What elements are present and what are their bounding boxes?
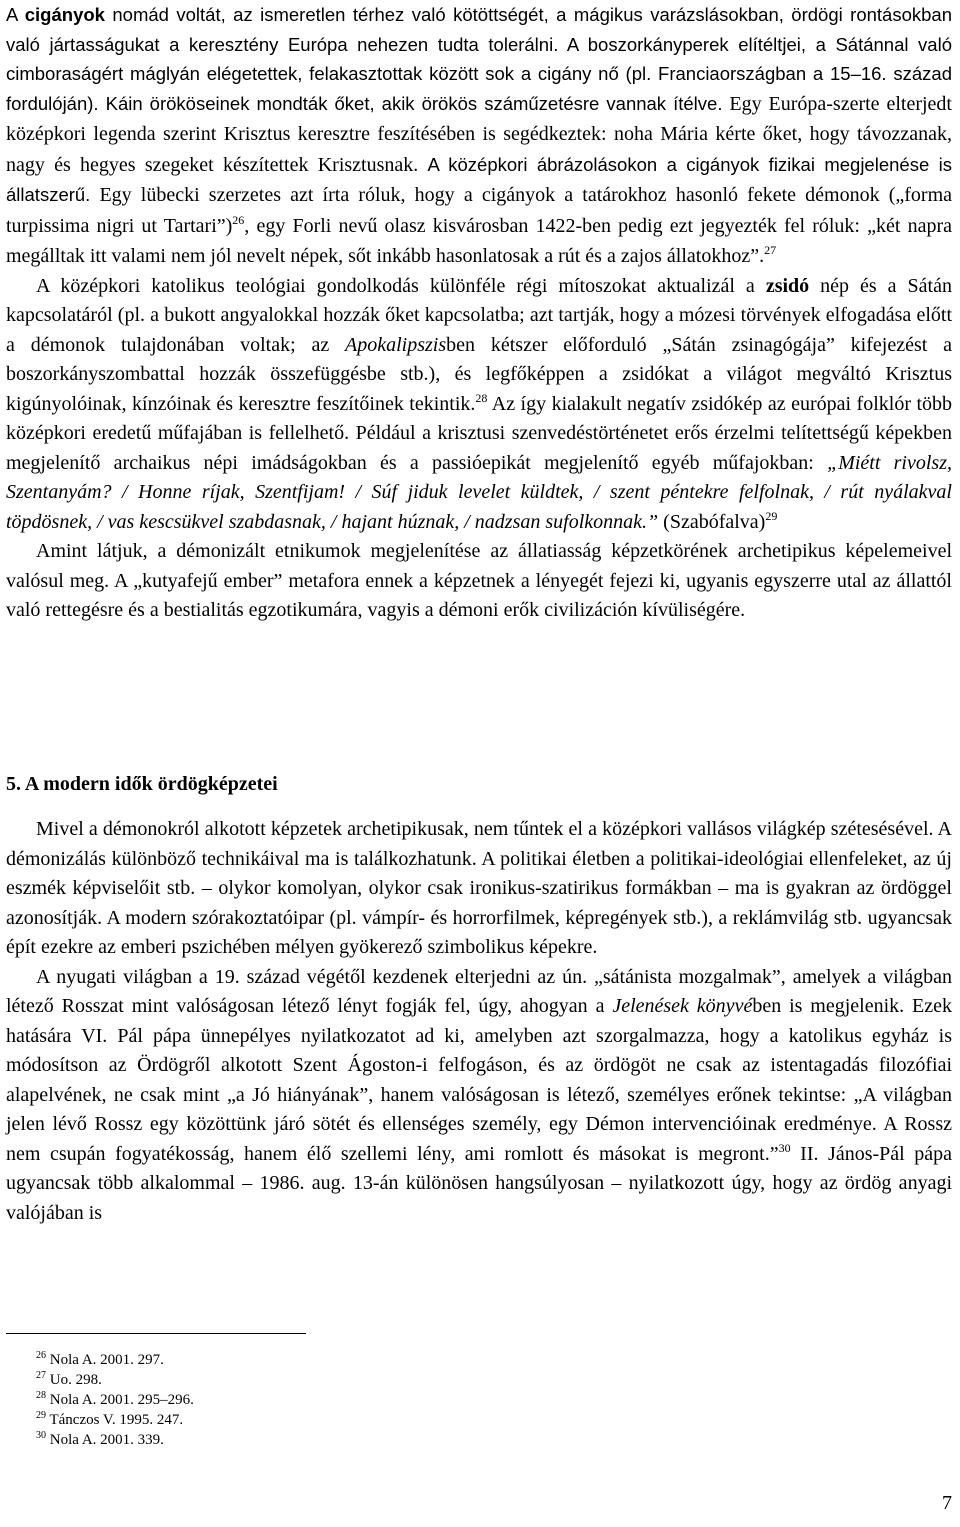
text-run: nomád voltát, az ismeretlen térhez való kötöttségét, a mágikus varázslásokban, ördögi rontásokban való jártasságukat a keresztény Európa nehezen tudta tolerálni. A boszorkányperek elítéltjei, a Sátánnal való cimboraságért máglyán elégetettek, felakasztottak között sok a cigány nő (pl. Franciaországban a 15–16. század fordulóján). Káin örököseinek mondták őket, akik örökös száműzetésre vannak ítélve. [6,4,952,114]
italic-apokalipszis: Apokalipszis [345,333,447,356]
text-run: II. János-Pál pápa ugyancsak több alkalommal – 1986. aug. 13-án különösen hangsúlyosan – nyilatkozott úgy, hogy az ördög anyagi valójában is [6,1142,953,1224]
text-run: (Szabófalva) [658,510,766,533]
footnote-number: 29 [36,1410,46,1421]
footnote-number: 30 [36,1430,46,1441]
text-run: A középkori katolikus teológiai gondolkodás különféle régi mítoszokat aktualizál a [36,274,766,297]
text-run: nép és a Sátán kapcsolatáról (pl. a bukott angyalokkal hozzák őket kapcsolatba; azt tartják, hogy a mózesi törvények elfogadása előtt a démonok tulajdonában voltak; az [6,274,952,356]
paragraph-nyugati [6,963,952,1229]
paragraph-zsido [6,272,952,538]
footnote-ref-28[interactable]: 28 [475,390,488,405]
footnote-item [36,1390,194,1410]
footnote-number: 27 [36,1370,46,1381]
text-run: A nyugati világban a 19. század végétől kezdenek elterjedni az ún. „sátánista mozgalmak”, amelyek a világban létező Rosszat mint valóságosan létező lényt fogják fel, úgy, ahogyan a [6,965,952,1017]
footnote-item [36,1430,194,1450]
footnote-text: Uo. 298. [49,1372,102,1388]
keyword-zsido: zsidó [765,274,810,297]
text-run: , egy Forli nevű olasz kisvárosban 1422-ben pedig ezt jegyezték fel róluk: „két napra megálltak itt valami nem jól nevelt népek, sőt inkább hasonlatosak a rút és a zajos állatokhoz”. [6,214,953,267]
footnote-ref-29[interactable]: 29 [765,508,778,523]
italic-jelenesek: Jelenések könyvé [612,995,753,1017]
section-heading: 5. A modern idők ördögképzetei [6,773,278,795]
footnote-ref-30[interactable]: 30 [778,1140,791,1155]
footnote-number: 26 [36,1350,46,1361]
paragraph-amint: Amint látjuk, a démonizált etnikumok megjelenítése az állatiasság képzetkörének archetipikus képelemeivel valósul meg. A „kutyafejű ember” metafora ennek a képzetnek a lényegét fejezi ki, ugyanis egyszerre utal az állattól való rettegésre és a bestialitás egzotikumára, vagyis a démoni erők civilizáción kívüliségére. [6,540,952,621]
footnote-text: Tánczos V. 1995. 247. [49,1412,184,1428]
section-top [6,0,952,626]
footnote-number: 28 [36,1390,46,1401]
section-modern [6,815,952,1228]
text-run: ben kétszer előforduló „Sátán zsinagógája” kifejezést a boszorkányszombattal hozzák összefüggésbe stb.), és legfőképpen a zsidókat a világot megváltó Krisztus kigúnyolóinak, kínzóinak és keresztre feszítőinek tekintik. [6,333,952,415]
text-run: Az így kialakult negatív zsidókép az európai folklór több középkori eredetű műfajában is fellelhető. [6,392,952,444]
paragraph-mivel: Mivel a démonokról alkotott képzetek archetipikusak, nem tűntek el a középkori vallásos világkép szétesésével. A démonizálás különböző technikáival ma is találkozhatunk. A politikai életben a politikai-ideológiai ellenfeleket, az új eszmék képviselőit stb. – olykor komolyan, olykor csak ironikus-szatirikus formákban – ma is gyakran az ördöggel azonosítják. A modern szórakoztatóipar (pl. vámpír- és horrorfilmek, képregények stb.), a reklámvilág stb. ugyancsak épít ezekre az emberi pszichében mélyen gyökerező szimbolikus képekre. [6,818,952,958]
footnote-item [36,1410,194,1430]
folk-prayer-quote: „Miétt rivolsz, Szentanyám? / Honne ríjak, Szentfijam! / Súf jiduk levelet küldtek, / szent péntekre felfolnak, / rút nyálakval töpdösnek, / vas kescsükvel szabdasnak, / hajant húznak, / nadzsan sufolkonnak.” [6,451,952,533]
text-run: Egy lübecki szerzetes azt írta róluk, hogy a cigányok a tatárokhoz hasonló fekete démonok („forma turpissima nigri ut Tartari”) [6,184,952,237]
text-run: A középkori ábrázolásokon a cigányok fizikai megjelenése is állatszerű. [6,153,952,205]
footnote-text: Nola A. 2001. 295–296. [49,1392,194,1408]
keyword-ciganyok: cigányok [24,4,105,25]
footnote-ref-27[interactable]: 27 [764,243,777,257]
page-number: 7 [942,1492,952,1514]
footnote-text: Nola A. 2001. 297. [49,1352,164,1368]
footnote-item [36,1370,194,1390]
footnote-separator [6,1333,306,1334]
footnote-item [36,1350,194,1370]
text-run: Egy Európa-szerte elterjedt középkori legenda szerint Krisztus keresztre feszítésében is segédkeztek: noha Mária kérte őket, hogy távozzanak, nagy és hegyes szegeket készítettek Krisztusnak. [6,92,952,176]
text-run: A [6,4,25,25]
paragraph-cigany [6,0,952,272]
text-run: ben is megjelenik. Ezek hatására VI. Pál pápa ünnepélyes nyilatkozatot ad ki, amelyben azt szorgalmazza, hogy a katolikus egyház is módosítson az Ördögről alkotott Szent Ágoston-i felfogáson, és az ördögöt ne csak az istentagadás filozófiai alapelvének, ne csak mint „a Jó hiányának”, hanem valóságosan is létező, személyes erőnek tekintse: „A világban jelen lévő Rossz egy közöttünk járó sötét és ellenséges személy, egy Démon intervencióinak eredménye. A Rossz nem csupán fogyatékosság, hanem élő szellemi lény, ami romlott és másokat is megront.” [6,995,953,1165]
text-run: Például a krisztusi szenvedéstörténetet erős érzelmi telítettségű képekben megjelenítő archaikus népi imádságokban és a passióepikát megjelenítő egyéb műfajokban: [6,422,952,474]
footnote-ref-26[interactable]: 26 [232,212,245,227]
footnotes [36,1350,194,1450]
footnote-text: Nola A. 2001. 339. [49,1432,164,1448]
